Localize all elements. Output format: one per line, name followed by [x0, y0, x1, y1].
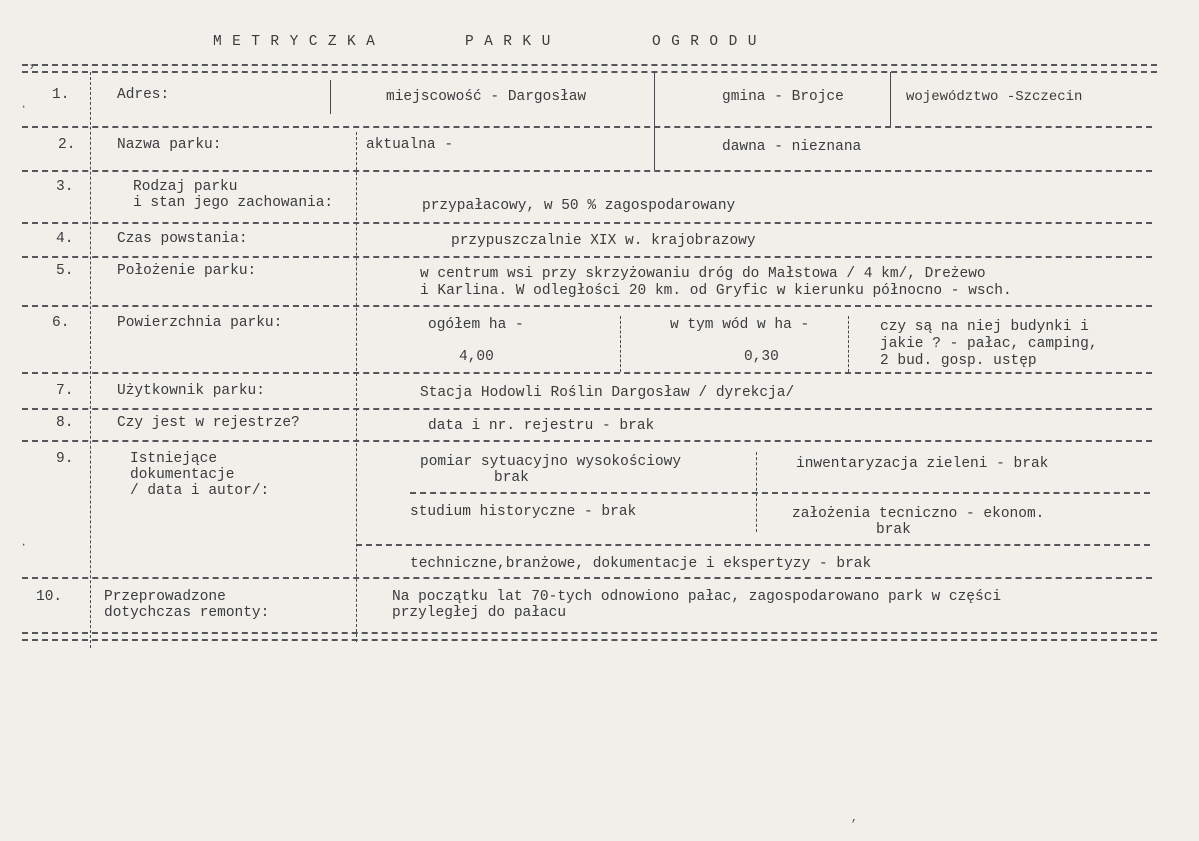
- margin-mark-icon: ·: [20, 538, 28, 552]
- row-6-buildings-line3: 2 bud. gosp. ustęp: [880, 353, 1037, 369]
- row-1-2-middle-line: [654, 72, 655, 170]
- row-1-number: 1.: [52, 87, 70, 103]
- bottom-double-rule: [22, 632, 1157, 641]
- row-6-total-label: ogółem ha -: [428, 317, 524, 333]
- row-divider-7: [22, 408, 1152, 410]
- row-10-value-line2: przyległej do pałacu: [392, 605, 567, 621]
- row-1-commune: gmina - Brojce: [722, 89, 844, 105]
- row-divider-9: [22, 577, 1152, 579]
- row-9-survey-line2: brak: [494, 470, 529, 486]
- row-9-inner-divider-2: [356, 544, 1150, 546]
- row-divider-2: [22, 170, 1152, 172]
- row-10-number: 10.: [36, 589, 63, 605]
- title-word-metryczka: METRYCZKA: [213, 34, 386, 50]
- row-8-number: 8.: [56, 415, 74, 431]
- row-10-value-line1: Na początku lat 70-tych odnowiono pałac, zagospodarowano park w części: [392, 589, 1002, 605]
- row-divider-5: [22, 305, 1152, 307]
- row-divider-8: [22, 440, 1152, 442]
- label-column-line: [356, 132, 357, 642]
- row-divider-4: [22, 256, 1152, 258]
- row-2-current-name: aktualna -: [366, 137, 454, 153]
- row-1-right-line: [890, 72, 891, 126]
- margin-mark-icon: ·: [20, 100, 28, 114]
- margin-mark-icon: ’: [850, 818, 858, 832]
- row-7-label: Użytkownik parku:: [117, 383, 265, 399]
- row-9-greenery-inventory: inwentaryzacja zieleni - brak: [796, 456, 1049, 472]
- row-6-buildings-line2: jakie ? - pałac, camping,: [880, 336, 1098, 352]
- row-6-number: 6.: [52, 315, 70, 331]
- top-double-rule: [22, 64, 1157, 73]
- row-6-label: Powierzchnia parku:: [117, 315, 283, 331]
- row-1-label-line: [330, 80, 331, 114]
- row-2-number: 2.: [58, 137, 76, 153]
- row-1-label: Adres:: [117, 87, 170, 103]
- row-1-voivodeship: województwo -Szczecin: [906, 89, 1083, 105]
- row-6-water-label: w tym wód w ha -: [670, 317, 810, 333]
- title-word-ogrodu: OGRODU: [652, 34, 767, 50]
- row-6-water-value: 0,30: [744, 349, 779, 365]
- row-1-locality: miejscowość - Dargosław: [386, 89, 587, 105]
- row-9-assumptions-line1: założenia tecniczno - ekonom.: [792, 506, 1045, 522]
- number-column-line: [90, 72, 91, 648]
- row-5-value-line1: w centrum wsi przy skrzyżowaniu dróg do Małstowa / 4 km/, Dreżewo: [420, 266, 986, 282]
- row-8-value: data i nr. rejestru - brak: [428, 418, 655, 434]
- row-7-value: Stacja Hodowli Roślin Dargosław / dyrekcja/: [420, 385, 795, 401]
- row-7-number: 7.: [56, 383, 74, 399]
- row-4-label: Czas powstania:: [117, 231, 248, 247]
- row-9-inner-divider-1: [410, 492, 1150, 494]
- row-6-right-line: [848, 316, 849, 372]
- row-9-label-line3: / data i autor/:: [130, 483, 270, 499]
- row-2-label: Nazwa parku:: [117, 137, 222, 153]
- row-10-label-line1: Przeprowadzone: [104, 589, 226, 605]
- row-6-buildings-line1: czy są na niej budynki i: [880, 319, 1089, 335]
- row-6-mid-line: [620, 316, 621, 372]
- row-9-survey-line1: pomiar sytuacyjno wysokościowy: [420, 454, 682, 470]
- row-4-value: przypuszczalnie XIX w. krajobrazowy: [451, 233, 756, 249]
- row-3-label-line1: Rodzaj parku: [133, 179, 238, 195]
- row-divider-6: [22, 372, 1152, 374]
- row-4-number: 4.: [56, 231, 74, 247]
- row-6-total-value: 4,00: [459, 349, 494, 365]
- row-5-number: 5.: [56, 263, 74, 279]
- row-divider-3: [22, 222, 1152, 224]
- row-3-number: 3.: [56, 179, 74, 195]
- row-5-label: Położenie parku:: [117, 263, 257, 279]
- row-9-historical-study: studium historyczne - brak: [410, 504, 637, 520]
- row-9-label-line2: dokumentacje: [130, 467, 235, 483]
- row-9-assumptions-line2: brak: [876, 522, 911, 538]
- row-9-technical-docs: techniczne,branżowe, dokumentacje i ekspertyzy - brak: [410, 556, 872, 572]
- row-9-mid-line: [756, 452, 757, 532]
- row-10-label-line2: dotychczas remonty:: [104, 605, 270, 621]
- row-5-value-line2: i Karlina. W odległości 20 km. od Gryfic w kierunku północno - wsch.: [420, 283, 1012, 299]
- row-divider-1: [22, 126, 1152, 128]
- row-3-value: przypałacowy, w 50 % zagospodarowany: [422, 198, 736, 214]
- row-3-label-line2: i stan jego zachowania:: [133, 195, 334, 211]
- row-9-label-line1: Istniejące: [130, 451, 218, 467]
- margin-mark-icon: ›: [28, 60, 36, 74]
- row-9-number: 9.: [56, 451, 74, 467]
- row-2-former-name: dawna - nieznana: [722, 139, 862, 155]
- title-word-parku: PARKU: [465, 34, 561, 50]
- row-8-label: Czy jest w rejestrze?: [117, 415, 300, 431]
